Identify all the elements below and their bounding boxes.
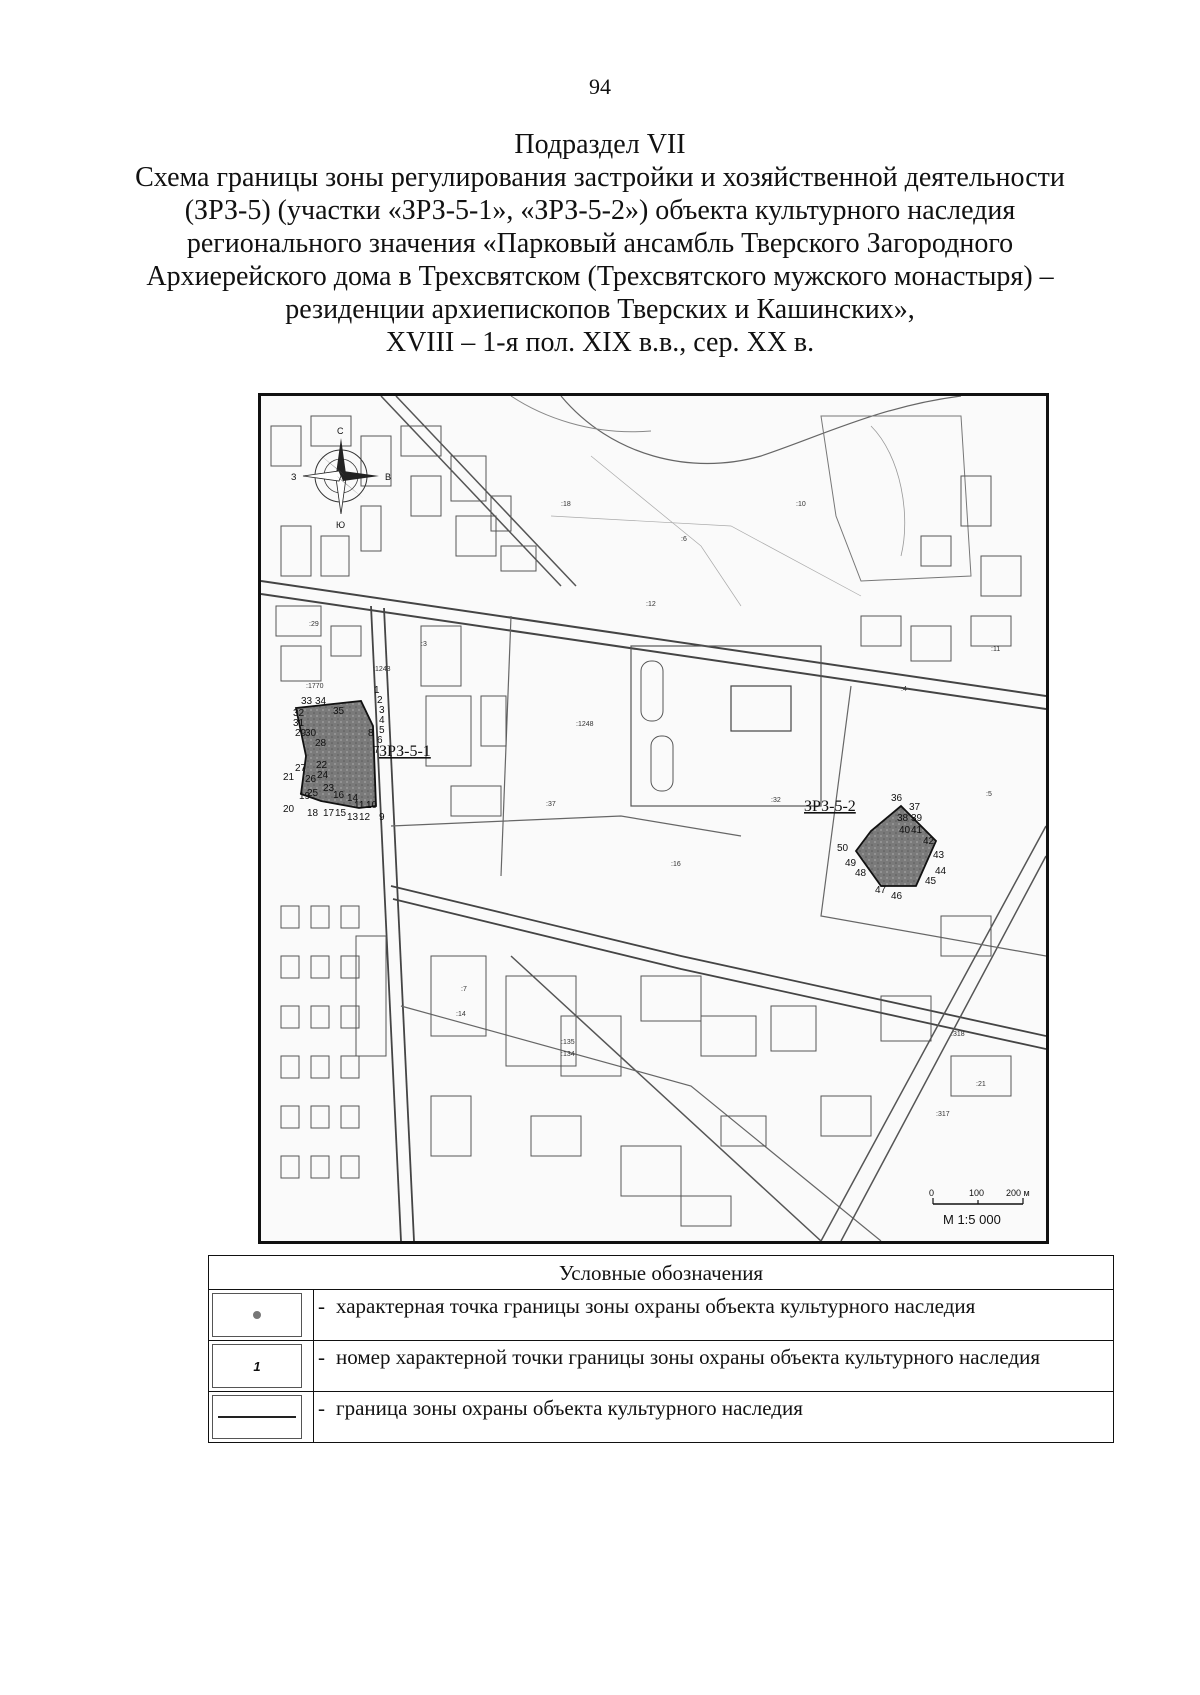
compass-rose [291, 426, 391, 530]
point-number: 37 [909, 802, 921, 813]
legend-row [209, 1392, 1114, 1443]
page-title [60, 128, 1140, 359]
title-line-4: регионального значения «Парковый ансамбль Тверского Загородного [186, 228, 1014, 259]
point-number: 27 [295, 763, 307, 774]
point-number: 44 [935, 866, 947, 877]
parcel-label: :18 [561, 501, 571, 508]
title-line-2: Схема границы зоны регулирования застройки и хозяйственной деятельности [135, 162, 1065, 193]
park-pond [821, 416, 971, 581]
park-contour [511, 396, 651, 432]
point-number: 28 [315, 738, 327, 749]
legend-title: Условные обозначения [209, 1256, 1114, 1290]
title-line-1: Подраздел VII [514, 129, 686, 160]
road-right-block [821, 686, 1046, 956]
point-number: 50 [837, 843, 849, 854]
road-lower [391, 886, 1046, 1036]
parcel-label: :135 [561, 1039, 575, 1046]
road-lower [393, 899, 1046, 1049]
point-number: 41 [911, 825, 923, 836]
compass-east: В [385, 472, 392, 482]
point-number: 42 [923, 836, 935, 847]
point-number: 12 [359, 812, 371, 823]
scale-label: М 1:5 000 [943, 1212, 1001, 1227]
parcel-label: :16 [671, 861, 681, 868]
parcel-label: :4 [901, 686, 907, 693]
point-number: 18 [307, 808, 319, 819]
complex-oval [641, 661, 663, 721]
road-lower-diag [511, 956, 821, 1241]
legend-text: характерная точка границы зоны охраны объекта культурного наследия [336, 1294, 976, 1318]
point-number: 38 [897, 813, 909, 824]
point-number: 10 [366, 800, 378, 811]
complex-block [631, 646, 821, 806]
point-number: 32 [293, 708, 305, 719]
point-number: 39 [911, 813, 923, 824]
page-number: 94 [589, 74, 611, 99]
park-outline [561, 396, 961, 464]
buildings-bottom [431, 956, 1011, 1226]
point-number: 23 [323, 783, 335, 794]
point-number: 20 [283, 804, 295, 815]
point-number: 11 [354, 800, 365, 811]
point-number: 40 [899, 825, 911, 836]
road-diagonal [381, 396, 561, 586]
point-number: 17 [323, 808, 335, 819]
complex-oval [651, 736, 673, 791]
parcel-label: :134 [561, 1051, 575, 1058]
parcel-label: :37 [546, 801, 556, 808]
park-path [591, 456, 741, 606]
zone-label-zrz-5-2: ЗРЗ-5-2 [804, 798, 856, 815]
parcel-label: :14 [456, 1011, 466, 1018]
road-vertical [384, 608, 414, 1241]
parcel-label: :32 [771, 797, 781, 804]
point-number: 9 [379, 812, 385, 823]
parcel-label: :7 [461, 986, 467, 993]
parcel-label: :5 [986, 791, 992, 798]
road-mid [391, 816, 741, 836]
parcel-label: :317 [936, 1111, 950, 1118]
legend-dash: - [318, 1345, 325, 1369]
zone-map [258, 393, 1049, 1244]
parcel-label: :10 [796, 501, 806, 508]
point-number: 29 [295, 728, 307, 739]
title-line-7: XVIII – 1-я пол. XIX в.в., сер. XX в. [385, 327, 815, 358]
parcel-label: :1243 [373, 666, 391, 673]
legend-point-symbol [212, 1293, 302, 1337]
road-right [821, 826, 1046, 1241]
point-number: 13 [347, 812, 359, 823]
compass-south: Ю [336, 520, 346, 530]
parcel-label: :12 [646, 601, 656, 608]
point-number: 33 [301, 696, 313, 707]
title-line-3: (ЗРЗ-5) (участки «ЗРЗ-5-1», «ЗРЗ-5-2») объекта культурного наследия [184, 195, 1016, 226]
legend-row [209, 1341, 1114, 1392]
scale-tick-200: 200 м [1006, 1188, 1030, 1198]
point-number: 43 [933, 850, 945, 861]
road-right [841, 856, 1046, 1241]
point-number: 46 [891, 891, 903, 902]
road-vertical [371, 606, 401, 1241]
legend-row [209, 1290, 1114, 1341]
point-number: 16 [333, 790, 345, 801]
point-number: 21 [283, 772, 295, 783]
point-number: 30 [305, 728, 317, 739]
parcel-label: :3 [421, 641, 427, 648]
parcel-label: :29 [309, 621, 319, 628]
point-number: 22 [316, 760, 328, 771]
scale-bar [929, 1188, 1030, 1227]
point-number: 1 [374, 685, 380, 696]
road-main-horizontal [261, 581, 1046, 696]
point-number: 25 [307, 788, 319, 799]
point-number: 7 [374, 745, 380, 756]
point-marker-icon [253, 1311, 261, 1319]
point-number: 19 [299, 791, 311, 802]
compass-north: С [337, 426, 344, 436]
scale-tick-0: 0 [929, 1188, 935, 1198]
legend-line-symbol [212, 1395, 302, 1439]
legend-text: номер характерной точки границы зоны охраны объекта культурного наследия [336, 1345, 1040, 1369]
legend-dash: - [318, 1294, 325, 1318]
point-number: 31 [293, 718, 305, 729]
point-number: 15 [335, 808, 347, 819]
parcel-label: :6 [681, 536, 687, 543]
complex-building [731, 686, 791, 731]
point-number: 2 [377, 695, 383, 706]
road-lower-diag [401, 1006, 881, 1241]
point-number: 35 [333, 706, 345, 717]
point-number: 47 [875, 885, 887, 896]
point-number: 45 [925, 876, 937, 887]
parcel-label: :21 [976, 1081, 986, 1088]
parcel-label: :1770 [306, 683, 324, 690]
parcel-label: :1248 [576, 721, 594, 728]
point-number: 49 [845, 858, 857, 869]
title-line-6: резиденции архиепископов Тверских и Кашинских», [285, 294, 915, 325]
parcel-label: :11 [991, 646, 1001, 653]
point-number: 34 [315, 696, 327, 707]
legend-dash: - [318, 1396, 325, 1420]
zone-label-zrz-5-1: ЗРЗ-5-1 [379, 743, 431, 760]
boundary-line-icon [218, 1416, 296, 1418]
point-number: 3 [379, 705, 385, 716]
legend-number-symbol [212, 1344, 302, 1388]
point-number: 5 [379, 725, 385, 736]
point-number: 26 [305, 774, 317, 785]
point-number: 8 [368, 728, 374, 739]
compass-west: З [291, 472, 297, 482]
legend-text: граница зоны охраны объекта культурного наследия [336, 1396, 803, 1420]
title-line-5: Архиерейского дома в Трехсвятском (Трехсвятского мужского монастыря) – [146, 261, 1054, 292]
point-number-sample: 1 [253, 1358, 261, 1374]
map-drawing [261, 396, 1046, 1241]
point-number: 4 [379, 715, 385, 726]
buildings-top-left [271, 416, 536, 576]
point-number: 36 [891, 793, 903, 804]
park-path [551, 516, 861, 596]
legend [208, 1255, 1114, 1443]
buildings-bottom-left [281, 906, 386, 1178]
point-number: 48 [855, 868, 867, 879]
point-number: 14 [347, 793, 359, 804]
point-number: 24 [317, 770, 329, 781]
point-number: 6 [377, 735, 383, 746]
park-contour [871, 426, 905, 556]
scale-tick-100: 100 [969, 1188, 985, 1198]
parcel-label: :318 [951, 1031, 965, 1038]
